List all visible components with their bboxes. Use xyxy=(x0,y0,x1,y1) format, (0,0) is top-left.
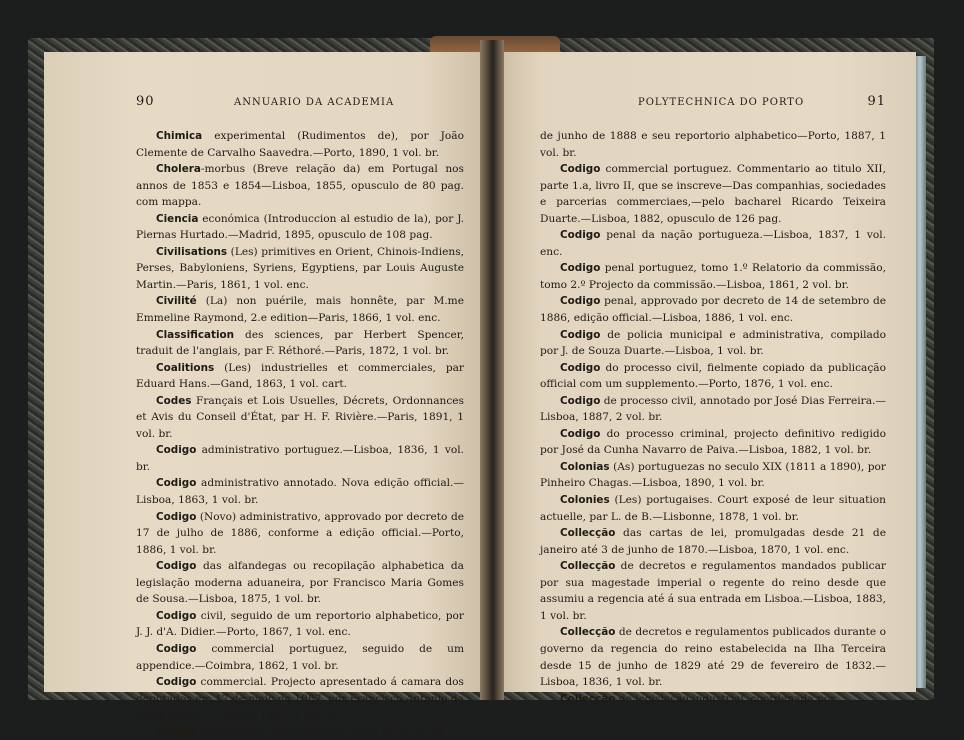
catalog-entry xyxy=(136,393,464,443)
page-number: 90 xyxy=(136,94,155,109)
entry-text: do processo criminal, projecto definitivo redigido por José da Cunha Navarro de Paiva.—Lisboa, 1882, 1 vol. br. xyxy=(540,427,886,457)
catalog-entry xyxy=(136,211,464,244)
catalog-entry xyxy=(136,608,464,641)
entry-text: penal da nação portugueza.—Lisboa, 1837, 1 vol. enc. xyxy=(540,229,886,258)
catalog-entry xyxy=(136,558,464,608)
catalog-entry xyxy=(540,492,886,525)
catalog-entry xyxy=(136,442,464,475)
catalog-entry xyxy=(540,293,886,326)
entry-text: (La) non puérile, mais honnête, par M.me Emmeline Raymond, 2.e edition—Paris, 1866, 1 vol. enc. xyxy=(136,295,464,325)
entry-text: Français et Lois Usuelles, Décrets, Ordonnances et Avis du Conseil d'État, par H. F. Rivière.—Paris, 1891, 1 vol. br. xyxy=(136,394,464,440)
entry-keyword: Codigo xyxy=(560,163,601,176)
right-page xyxy=(490,52,916,705)
left-page-header xyxy=(136,94,464,116)
entry-keyword: Colonies xyxy=(560,494,610,507)
entry-text: experimental (Rudimentos de), por João Clemente de Carvalho Saavedra.—Porto, 1890, 1 vol. br. xyxy=(136,130,464,159)
entry-keyword: Codigo xyxy=(560,328,601,341)
catalog-entry xyxy=(136,641,464,674)
running-title: ANNUARIO DA ACADEMIA xyxy=(234,97,395,108)
entry-text: de legislação industrial, coordenada por xyxy=(615,692,836,705)
catalog-entry xyxy=(540,525,886,558)
catalog-entry xyxy=(540,227,886,260)
entry-keyword: Codigo xyxy=(156,609,197,622)
entry-text: (Les) primitives en Orient, Chinois-Indiens, Perses, Babyloniens, Syriens, Egyptiens, par Louis Auguste Martin.—Paris, 1861, 1 vol. enc. xyxy=(136,245,464,291)
entry-keyword: Codigo xyxy=(560,394,601,407)
entry-text: penal, approvado por decreto de 14 de setembro de 1886, edição official.—Lisboa, 1886, 1 vol. enc. xyxy=(540,295,886,325)
page-edges xyxy=(916,56,926,688)
entry-keyword: Colonias xyxy=(560,460,610,473)
entry-keyword: Collecção xyxy=(560,527,616,540)
catalog-entry xyxy=(136,244,464,294)
entry-keyword: Chimica xyxy=(156,130,203,142)
entry-keyword: Codigo xyxy=(560,295,601,308)
book-gutter xyxy=(480,40,504,700)
entry-keyword: Codes xyxy=(156,394,192,407)
entry-keyword: Collecção xyxy=(560,692,616,705)
entry-text: do processo civil, fielmente copiado da publicação official com um supplemento.—Porto, 1876, 1 vol. enc. xyxy=(540,361,886,391)
entry-text: (Les) industrielles et commerciales, par Eduard Hans.—Gand, 1863, 1 vol. cart. xyxy=(136,361,464,391)
entry-keyword: Codigo xyxy=(156,510,197,523)
catalog-entry xyxy=(540,327,886,360)
entry-keyword: Codigo xyxy=(560,361,601,374)
catalog-entry xyxy=(136,509,464,559)
entry-text: penal portuguez, tomo 1.º Relatorio da commissão, tomo 2.º Projecto da commissão.—Lisboa, 1861, 2 vol. br. xyxy=(540,262,886,291)
catalog-entry xyxy=(540,558,886,624)
entry-text: -morbus (Breve relação da) em Portugal nos annos de 1853 e 1854—Lisboa, 1855, opusculo de 80 pag. com mappa. xyxy=(136,163,464,209)
catalog-entry xyxy=(540,161,886,227)
catalog-entry xyxy=(136,674,464,724)
entry-text: administrativo annotado. Nova edição official.—Lisboa, 1863, 1 vol. br. xyxy=(136,477,464,507)
catalog-entry xyxy=(136,327,464,360)
entry-keyword: Codigo xyxy=(560,229,601,242)
entry-keyword: Codigo xyxy=(560,262,601,275)
entry-text: commercial portuguez. Commentario ao titulo XII, parte 1.a, livro II, que se inscreve—Das companhias, sociedades e parcerias commerciaes,—pelo bacharel Ricardo Teixeira Duarte.—Lisboa, 1882, opusculo de 126 pag. xyxy=(540,163,886,225)
entry-text: civil, seguido de um reportorio alphabetico, por J. J. d'A. Didier.—Porto, 1867, 1 vol. enc. xyxy=(136,609,464,639)
catalog-entry xyxy=(136,128,464,161)
entry-text: administrativo portuguez.—Lisboa, 1836, 1 vol. br. xyxy=(136,444,464,473)
entry-text: (Novo) administrativo, approvado por decreto de 17 de julho de 1886, conforme a edição official.—Porto, 1886, 1 vol. br. xyxy=(136,510,464,556)
left-entries xyxy=(136,128,464,740)
entry-text: commercial. Projecto apresentado á camara dos deputados em 17 de maio de 1887, por Francisco Antonio da Veiga Beirão.—Lisboa, 1887, 1 vol. br. xyxy=(136,676,464,722)
catalog-entry xyxy=(540,691,886,708)
entry-keyword: Cholera xyxy=(156,163,201,176)
entry-keyword: Civilité xyxy=(156,295,197,308)
entry-text: de decretos e regulamentos publicados durante o governo da regencia do reino estabelecida na Ilha Terceira desde 15 de junho de 1829 até 29 de fevereiro de 1832.—Lisboa, 1836, 1 vol. br. xyxy=(540,626,886,689)
entry-keyword: Codigo xyxy=(156,444,197,457)
entry-text: de policia municipal e administrativa, compilado por J. de Souza Duarte.—Lisboa, 1 vol. br. xyxy=(540,328,886,358)
entry-keyword: Civilisations xyxy=(156,245,228,258)
entry-keyword: Classification xyxy=(156,328,235,341)
catalog-entry xyxy=(540,426,886,459)
catalog-entry xyxy=(540,360,886,393)
catalog-entry xyxy=(540,393,886,426)
entry-text: das cartas de lei, promulgadas desde 21 de janeiro até 3 de junho de 1870.—Lisboa, 1870, 1 vol. enc. xyxy=(540,527,886,556)
catalog-entry xyxy=(540,459,886,492)
entry-text: commercial portuguez, seguido de um appendice.—Coimbra, 1862, 1 vol. br. xyxy=(136,642,464,672)
entry-continuation: de junho de 1888 e seu reportorio alphabetico—Porto, 1887, 1 vol. br. xyxy=(540,130,886,159)
right-page-header xyxy=(540,94,886,116)
entry-text: económica (Introduccion al estudio de la), por J. Piernas Hurtado.—Madrid, 1895, opusculo de 108 pag. xyxy=(136,212,464,242)
catalog-entry xyxy=(540,624,886,690)
entry-keyword: Coalitions xyxy=(156,361,215,374)
entry-keyword: Codigo xyxy=(156,560,197,573)
entry-text: de decretos e regulamentos mandados publicar por sua magestade imperial o regente do reino desde que assumiu a regencia até á sua entrada em Lisboa.—Lisboa, 1883, 1 vol. br. xyxy=(540,560,886,622)
entry-keyword: Collecção xyxy=(560,626,616,639)
entry-text: des sciences, par Herbert Spencer, traduit de l'anglais, par F. Réthoré.—Paris, 1872, 1 vol. br. xyxy=(136,328,464,358)
entry-keyword: Codigo xyxy=(156,725,197,738)
entry-keyword: Codigo xyxy=(156,676,197,689)
left-page xyxy=(44,52,488,738)
catalog-entry xyxy=(136,360,464,393)
catalog-entry xyxy=(136,293,464,326)
entry-keyword: Collecção xyxy=(560,560,616,573)
entry-text: de processo civil, annotado por José Dias Ferreira.—Lisboa, 1887, 2 vol. br. xyxy=(540,394,886,424)
entry-text: (As) portuguezas no seculo XIX (1811 a 1890), por Pinheiro Chagas.—Lisboa, 1890, 1 vol. br. xyxy=(540,460,886,490)
catalog-entry xyxy=(136,161,464,211)
page-number: 91 xyxy=(867,94,886,109)
entry-keyword: Codigo xyxy=(156,477,197,490)
catalog-entry xyxy=(136,475,464,508)
right-entries xyxy=(540,128,886,707)
entry-keyword: Ciencia xyxy=(156,212,199,225)
entry-text: das alfandegas ou recopilação alphabetica da legislação moderna aduaneira, por Francisco Maria Gomes de Sousa.—Lisboa, 1875, 1 vol. br. xyxy=(136,560,464,606)
entry-text: (Les) portugaises. Court exposé de leur situation actuelle, par L. de B.—Lisbonne, 1878, 1 vol. br. xyxy=(540,494,886,523)
entry-keyword: Codigo xyxy=(560,427,601,440)
entry-text: commercial, approvado por carta de lei de 28 xyxy=(196,725,445,738)
catalog-entry xyxy=(136,724,464,740)
running-title: POLYTECHNICA DO PORTO xyxy=(638,97,805,108)
catalog-entry xyxy=(540,260,886,293)
entry-keyword: Codigo xyxy=(156,642,197,655)
